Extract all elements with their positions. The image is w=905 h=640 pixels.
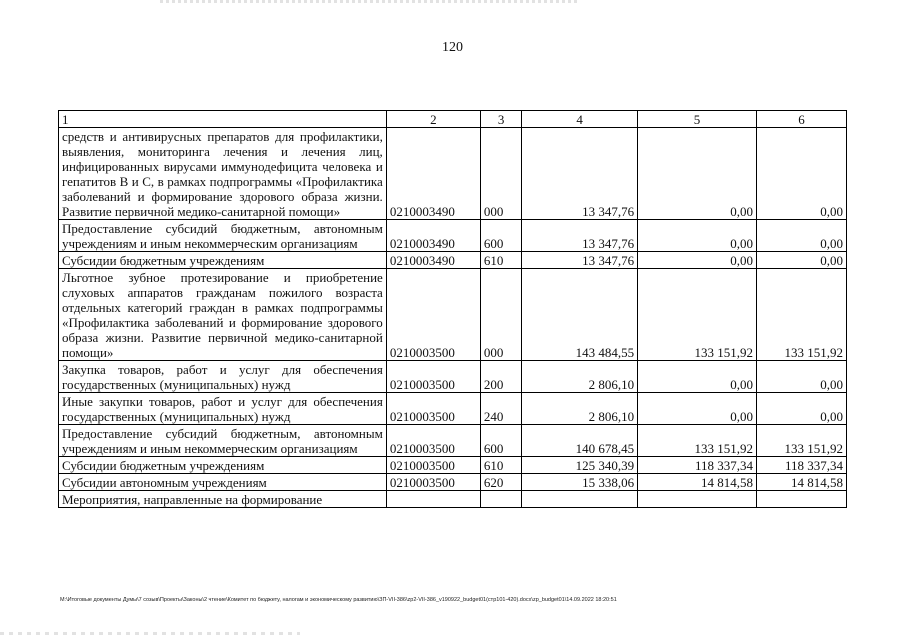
row-description: Закупка товаров, работ и услуг для обеспечения государственных (муниципальных) нужд <box>59 361 387 393</box>
row-value-2: 133 151,92 <box>638 269 757 361</box>
header-col-4: 4 <box>522 111 638 128</box>
row-type <box>480 491 521 508</box>
row-code: 0210003500 <box>386 393 480 425</box>
row-description: Субсидии бюджетным учреждениям <box>59 457 387 474</box>
row-description: Предоставление субсидий бюджетным, автономным учреждениям и иным некоммерческим организациям <box>59 220 387 252</box>
header-col-3: 3 <box>480 111 521 128</box>
row-description: средств и антивирусных препаратов для профилактики, выявления, мониторинга лечения и лечения лиц, инфицированных вирусами иммунодефицита человека и гепатитов В и С, в рамках подпрограммы «Профилактика заболеваний и формирование здорового образа жизни. Развитие первичной медико-санитарной помощи» <box>59 128 387 220</box>
row-code: 0210003490 <box>386 128 480 220</box>
row-type: 600 <box>480 425 521 457</box>
row-value-1: 13 347,76 <box>522 128 638 220</box>
page-number: 120 <box>442 40 463 55</box>
row-code <box>386 491 480 508</box>
row-value-2: 118 337,34 <box>638 457 757 474</box>
table-header-row <box>59 111 847 128</box>
row-value-1 <box>522 491 638 508</box>
table-row <box>59 491 847 508</box>
budget-table <box>58 110 847 508</box>
row-value-2: 0,00 <box>638 361 757 393</box>
row-description: Иные закупки товаров, работ и услуг для обеспечения государственных (муниципальных) нужд <box>59 393 387 425</box>
row-value-3: 0,00 <box>757 128 847 220</box>
row-value-2: 0,00 <box>638 252 757 269</box>
row-code: 0210003500 <box>386 361 480 393</box>
row-type: 600 <box>480 220 521 252</box>
row-value-2: 133 151,92 <box>638 425 757 457</box>
table-row <box>59 474 847 491</box>
row-value-3: 118 337,34 <box>757 457 847 474</box>
scan-artifact-bottom <box>0 632 300 635</box>
row-value-1: 2 806,10 <box>522 361 638 393</box>
row-type: 610 <box>480 457 521 474</box>
table-row <box>59 128 847 220</box>
row-value-3: 133 151,92 <box>757 425 847 457</box>
row-description: Предоставление субсидий бюджетным, автономным учреждениям и иным некоммерческим организациям <box>59 425 387 457</box>
table-row <box>59 269 847 361</box>
row-type: 200 <box>480 361 521 393</box>
row-code: 0210003500 <box>386 457 480 474</box>
row-type: 000 <box>480 269 521 361</box>
row-code: 0210003500 <box>386 425 480 457</box>
table-row <box>59 252 847 269</box>
table-row <box>59 457 847 474</box>
row-value-3 <box>757 491 847 508</box>
header-col-2: 2 <box>386 111 480 128</box>
row-type: 610 <box>480 252 521 269</box>
row-value-1: 140 678,45 <box>522 425 638 457</box>
row-description: Субсидии автономным учреждениям <box>59 474 387 491</box>
table-row <box>59 425 847 457</box>
row-value-2: 0,00 <box>638 393 757 425</box>
row-value-2: 14 814,58 <box>638 474 757 491</box>
row-value-1: 13 347,76 <box>522 220 638 252</box>
header-col-5: 5 <box>638 111 757 128</box>
row-value-1: 2 806,10 <box>522 393 638 425</box>
row-description: Субсидии бюджетным учреждениям <box>59 252 387 269</box>
row-code: 0210003500 <box>386 474 480 491</box>
row-description: Мероприятия, направленные на формирование <box>59 491 387 508</box>
row-code: 0210003490 <box>386 220 480 252</box>
row-value-3: 0,00 <box>757 220 847 252</box>
row-value-3: 0,00 <box>757 252 847 269</box>
row-value-3: 133 151,92 <box>757 269 847 361</box>
scan-artifact-top <box>160 0 580 3</box>
header-col-6: 6 <box>757 111 847 128</box>
row-value-2: 0,00 <box>638 128 757 220</box>
row-value-3: 0,00 <box>757 393 847 425</box>
row-value-1: 13 347,76 <box>522 252 638 269</box>
row-code: 0210003490 <box>386 252 480 269</box>
header-col-1: 1 <box>59 111 387 128</box>
table-row <box>59 220 847 252</box>
row-value-1: 143 484,55 <box>522 269 638 361</box>
table-row <box>59 361 847 393</box>
row-description: Льготное зубное протезирование и приобретение слуховых аппаратов гражданам пожилого возраста отдельных категорий граждан в рамках подпрограммы «Профилактика заболеваний и формирование здорового образа жизни. Развитие первичной медико-санитарной помощи» <box>59 269 387 361</box>
row-type: 240 <box>480 393 521 425</box>
row-value-2 <box>638 491 757 508</box>
row-code: 0210003500 <box>386 269 480 361</box>
row-value-2: 0,00 <box>638 220 757 252</box>
footer-file-path: M:\Итоговые документы Думы\7 созыв\Проекты\Законы\2 чтение\Комитет по бюджету, налогам и экономическому развитию\ЗП-VII-386\zp2-VII-386_v190922_budget01(стр101-420).docx\zp_budget01\14.09.2022 18:20:51 <box>60 597 617 603</box>
row-type: 620 <box>480 474 521 491</box>
table-row <box>59 393 847 425</box>
row-value-1: 15 338,06 <box>522 474 638 491</box>
row-value-1: 125 340,39 <box>522 457 638 474</box>
row-type: 000 <box>480 128 521 220</box>
row-value-3: 0,00 <box>757 361 847 393</box>
row-value-3: 14 814,58 <box>757 474 847 491</box>
